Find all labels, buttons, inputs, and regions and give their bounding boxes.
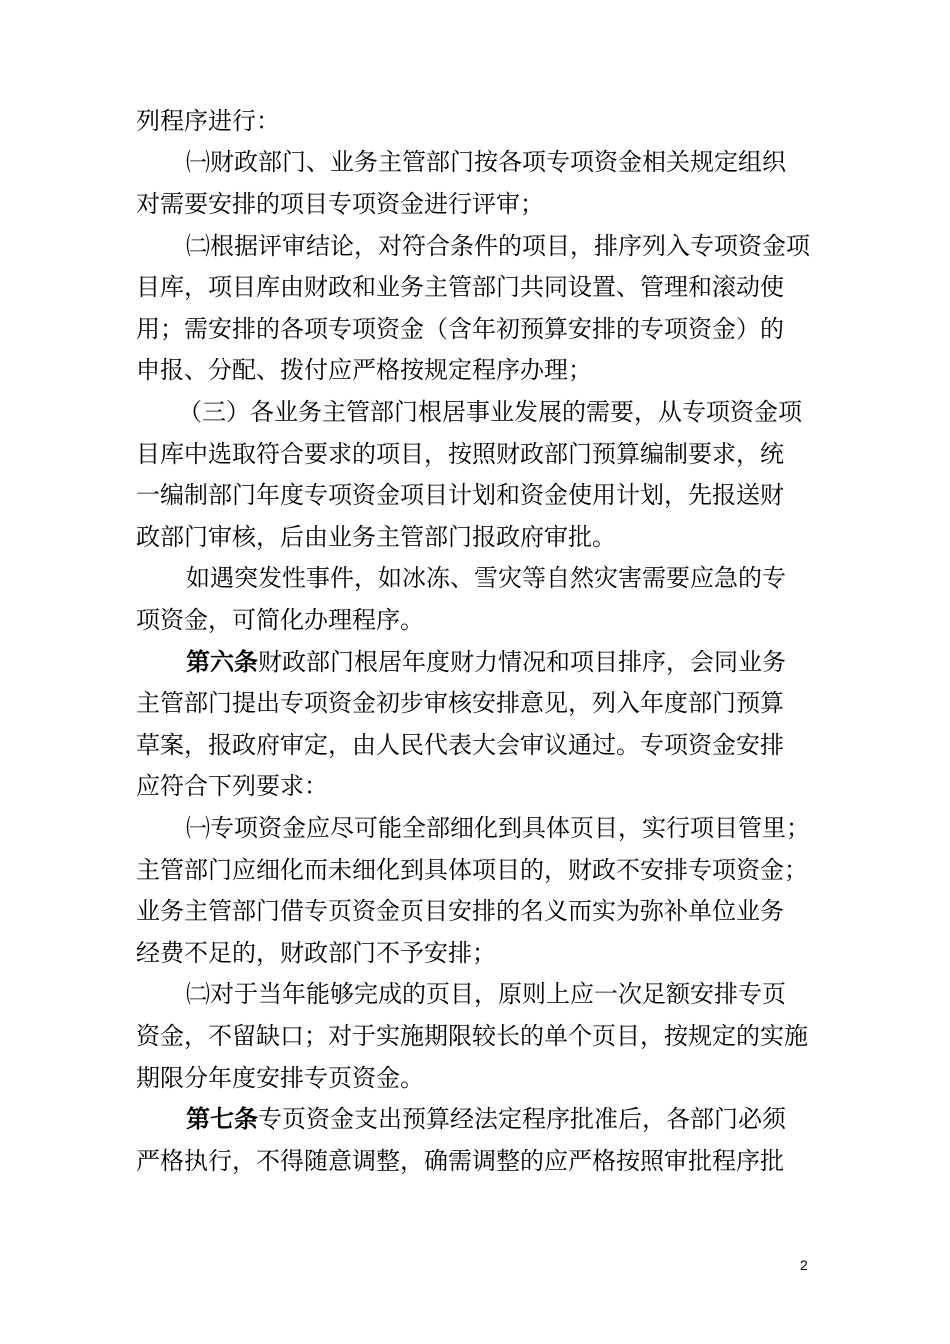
text-line: 资金，不留缺口；对于实施期限较长的单个页目，按规定的实施 <box>136 1022 808 1050</box>
text-line: 政部门审核，后由业务主管部门报政府审批。 <box>136 523 616 551</box>
page-number: 2 <box>800 1257 808 1273</box>
text-line: 主管部门应细化而未细化到具体项目的，财政不安排专项资金； <box>136 856 808 884</box>
text-line: ㈠专项资金应尽可能全部细化到具体页目，实行项目管里； <box>186 814 810 842</box>
article-heading-line: 第七条专页资金支出预算经法定程序批准后，各部门必须 <box>186 1105 786 1133</box>
text-line: 严格执行，不得随意调整，确需调整的应严格按照审批程序批 <box>136 1147 784 1175</box>
text-line: 目库，项目库由财政和业务主管部门共同设置、管理和滚动使 <box>136 273 784 301</box>
text-line: 如遇突发性事件，如冰冻、雪灾等自然灾害需要应急的专 <box>186 564 786 592</box>
text-line: 用；需安排的各项专项资金（含年初预算安排的专项资金）的 <box>136 315 784 343</box>
text-line: 主管部门提出专项资金初步审核安排意见，列入年度部门预算 <box>136 689 784 717</box>
text-line: ㈠财政部门、业务主管部门按各项专项资金相关规定组织 <box>186 148 786 176</box>
text-line: 经费不足的，财政部门不予安排； <box>136 939 496 967</box>
text-line: 列程序进行： <box>136 107 280 135</box>
text-line: ㈡对于当年能够完成的页目，原则上应一次足额安排专页 <box>186 980 786 1008</box>
text-line: 对需要安排的项目专项资金进行评审； <box>136 190 544 218</box>
text-line: （三）各业务主管部门根居事业发展的需要，从专项资金项 <box>178 398 802 426</box>
text-line: 应符合下列要求： <box>136 772 328 800</box>
text-line: 申报、分配、拨付应严格按规定程序办理； <box>136 356 592 384</box>
text-line: 项资金，可简化办理程序。 <box>136 606 424 634</box>
article-heading-line: 第六条财政部门根居年度财力情况和项目排序，会同业务 <box>186 648 786 676</box>
text-line: 草案，报政府审定，由人民代表大会审议通过。专项资金安排 <box>136 731 784 759</box>
text-line: ㈡根据评审结论，对符合条件的项目，排序列入专项资金项 <box>186 232 810 260</box>
text-line: 业务主管部门借专页资金页目安排的名义而实为弥补单位业务 <box>136 897 784 925</box>
article-number: 第七条 <box>186 1105 258 1133</box>
text-line: 期限分年度安排专页资金。 <box>136 1064 424 1092</box>
text-line: 目库中选取符合要求的项目，按照财政部门预算编制要求，统 <box>136 440 784 468</box>
text-line: 一编制部门年度专项资金项目计划和资金使用计划，先报送财 <box>136 481 784 509</box>
article-number: 第六条 <box>186 648 258 676</box>
